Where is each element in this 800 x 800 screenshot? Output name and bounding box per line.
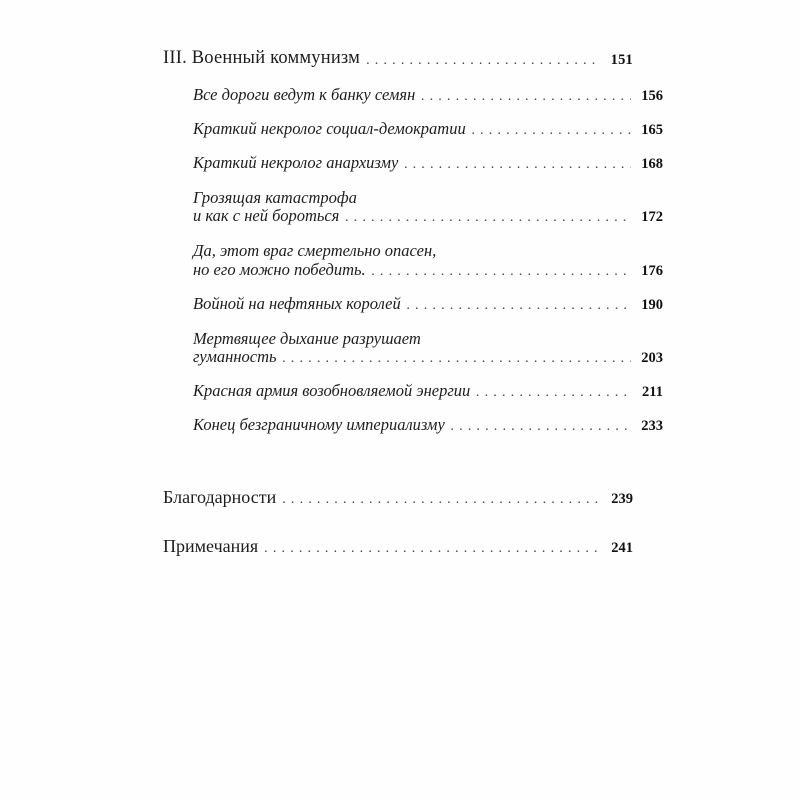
toc-entry-page: 168: [641, 156, 663, 172]
toc-entry-line2: [193, 260, 663, 280]
dot-leader: [451, 418, 631, 435]
section-spacer: [163, 449, 633, 459]
toc-entry-page: 211: [642, 383, 663, 400]
toc-entry-title-line1: Да, этот враг смертельно опасен,: [193, 241, 437, 261]
dot-leader: [366, 51, 601, 70]
toc-entry-page: 165: [641, 122, 663, 138]
dot-leader: [283, 350, 632, 367]
toc-entry-title-line1: Грозящая катастрофа: [193, 188, 357, 207]
toc-entry-page: 203: [641, 349, 663, 366]
toc-entry-title: Краткий некролог социал-демократии: [193, 119, 466, 138]
toc-entry-title-line2: но его можно победить.: [193, 259, 366, 279]
toc-entry[interactable]: [163, 328, 663, 367]
toc-entry[interactable]: [193, 153, 663, 173]
toc-entry-title: Конец безграничному империализму: [193, 414, 445, 434]
toc-entry[interactable]: [193, 294, 663, 314]
dot-leader: [264, 539, 601, 557]
dot-leader: [404, 157, 631, 174]
toc-part-title: III. Военный коммунизм: [163, 48, 361, 68]
toc-entry[interactable]: [163, 187, 663, 226]
toc-entry-line2: [193, 347, 663, 367]
toc-entry-acknowledgements[interactable]: [163, 487, 633, 508]
toc-entry-page: 239: [611, 490, 633, 507]
toc-entry-title: Благодарности: [163, 486, 277, 507]
toc-entry-page: 241: [611, 539, 633, 556]
toc-part-page: 151: [610, 52, 633, 68]
toc-part-heading[interactable]: [163, 48, 633, 69]
toc-entry-title: Краткий некролог анархизму: [193, 153, 399, 172]
dot-leader: [345, 210, 631, 227]
toc-entry[interactable]: [163, 240, 663, 279]
dot-leader: [407, 297, 631, 314]
toc-entry-title: Примечания: [163, 535, 259, 556]
dot-leader: [282, 490, 601, 508]
toc-entry-title-line2: и как с ней бороться: [193, 206, 340, 226]
table-of-contents: [163, 48, 663, 575]
toc-entry[interactable]: [193, 85, 663, 105]
dot-leader: [476, 384, 631, 401]
dot-leader: [472, 123, 631, 140]
toc-entry[interactable]: [193, 415, 663, 435]
toc-entry-page: 176: [641, 262, 663, 279]
toc-entry-title-line2: гуманность: [193, 346, 277, 366]
toc-entry-page: 190: [641, 296, 663, 313]
toc-entry-title: Все дороги ведут к банку семян: [193, 85, 416, 104]
toc-entry-title: Красная армия возобновляемой энергии: [193, 380, 471, 400]
toc-entry-page: 172: [641, 209, 663, 226]
toc-entry[interactable]: [193, 381, 663, 401]
toc-entry-page: 156: [641, 88, 663, 104]
toc-entry-notes[interactable]: [163, 536, 633, 557]
dot-leader: [421, 89, 631, 106]
dot-leader: [372, 263, 631, 280]
toc-entry-line2: [193, 206, 663, 226]
toc-entry[interactable]: [193, 119, 663, 139]
toc-entry-title-line1: Мертвящее дыхание разрушает: [193, 328, 421, 348]
toc-entry-page: 233: [641, 417, 663, 434]
toc-entry-title: Войной на нефтяных королей: [193, 293, 401, 313]
